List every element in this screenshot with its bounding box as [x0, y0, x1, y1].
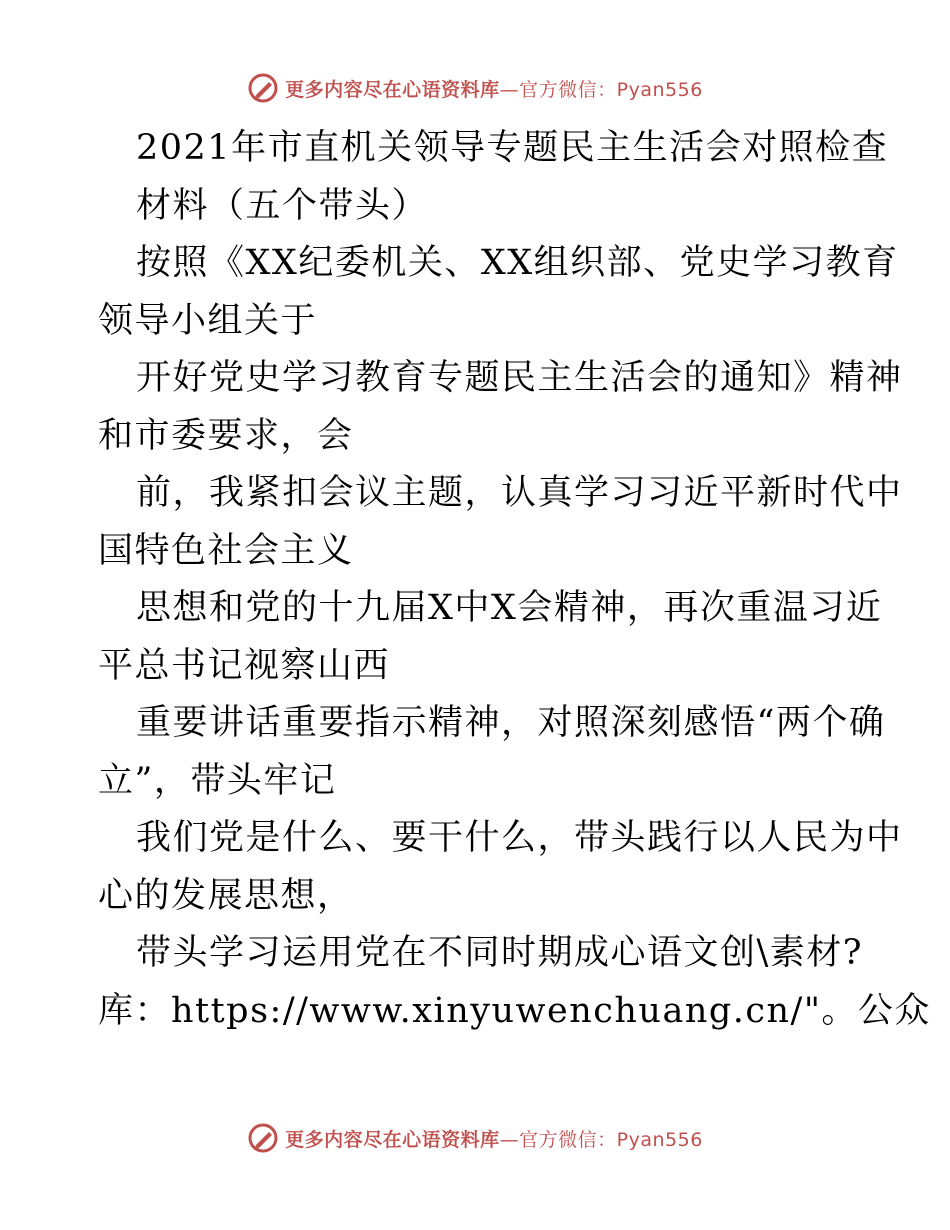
- paragraph-line: 立”，带头牢记: [98, 760, 337, 801]
- paragraph-line: 思想和党的十九届X中X会精神，再次重温习近: [136, 588, 883, 628]
- banner-contact: —官方微信：Pyan556: [499, 1128, 703, 1151]
- paragraph-line: 心的发展思想，: [98, 875, 354, 916]
- paragraph-line: 按照《XX纪委机关、XX组织部、党史学习教育: [136, 243, 899, 283]
- pen-circle-logo-icon: [247, 72, 279, 104]
- footer-banner: [0, 1122, 950, 1154]
- paragraph-line: 我们党是什么、要干什么，带头践行以人民为中: [136, 818, 903, 858]
- paragraph-line: 带头学习运用党在不同时期成心语文创\素材?: [136, 933, 864, 973]
- paragraph-line: 重要讲话重要指示精神，对照深刻感悟“两个确: [136, 703, 886, 743]
- paragraph-line: 前，我紧扣会议主题，认真学习习近平新时代中: [136, 473, 903, 513]
- banner-slogan: 更多内容尽在心语资料库: [285, 78, 500, 101]
- banner-contact: —官方微信：Pyan556: [499, 78, 703, 101]
- banner-slogan: 更多内容尽在心语资料库: [285, 1128, 500, 1151]
- paragraph-line: 库：https://www.xinyuwenchuang.cn/"。公众: [98, 990, 931, 1031]
- title-line-2: 材料（五个带头）: [136, 185, 429, 226]
- paragraph-line: 国特色社会主义: [98, 530, 354, 571]
- paragraph-line: 开好党史学习教育专题民主生活会的通知》精神: [136, 358, 903, 398]
- header-banner: [0, 72, 950, 104]
- title-line-1: 2021年市直机关领导专题民主生活会对照检查: [136, 128, 889, 168]
- paragraph-line: 领导小组关于: [98, 300, 318, 341]
- paragraph-line: 和市委要求，会: [98, 415, 354, 456]
- document-body: [98, 120, 931, 1040]
- pen-circle-logo-icon: [247, 1122, 279, 1154]
- paragraph-line: 平总书记视察山西: [98, 645, 391, 686]
